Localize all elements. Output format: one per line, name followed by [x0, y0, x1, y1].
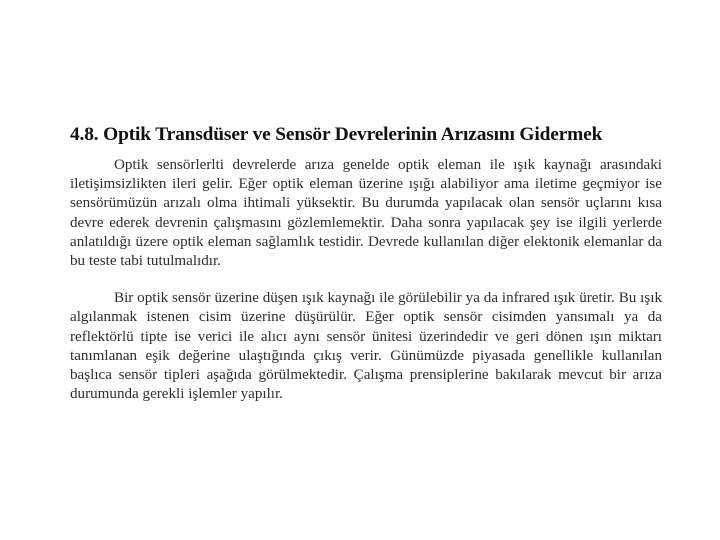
paragraph-sensor-operation: Bir optik sensör üzerine düşen ışık kaynağı ile görülebilir ya da infrared ışık üretir. Bu ışık algılanmak istenen cisim üzerine düşürülür. Eğer optik sensör cisimden yansımalı ya da reflektörlü tipte ise verici ile alıcı aynı sensör ünitesi üzerindedir ve geri dönen ışın miktarı tanımlanan eşik değerine ulaştığında çıkış verir. Günümüzde piyasada genellikle kullanılan başlıca sensör tipleri aşağıda görülmektedir. Çalışma prensiplerine bakılarak mevcut bir arıza durumunda gerekli işlemler yapılır. — [70, 290, 662, 403]
paragraph-troubleshooting: Optik sensörlerlti devrelerde arıza genelde optik eleman ile ışık kaynağı arasındaki iletişimsizlikten ileri gelir. Eğer optik eleman üzerine ışığı alabiliyor ama iletime geçmiyor ise sensörümüzün arızalı olma ihtimali yüksektir. Bu durumda yapılacak olan sensör uçlarını kısa devre ederek devrenin çalışmasını gözlemlemektir. Daha sonra yapılacak şey ise ilgili yerlerde anlatıldığı üzere optik eleman sağlamlık testidir. Devrede kullanılan diğer elektonik elemanlar da bu teste tabi tutulmalıdır. — [70, 157, 662, 270]
document-content — [70, 123, 662, 404]
section-title: 4.8. Optik Transdüser ve Sensör Devrelerinin Arızasını Gidermek — [70, 124, 603, 145]
